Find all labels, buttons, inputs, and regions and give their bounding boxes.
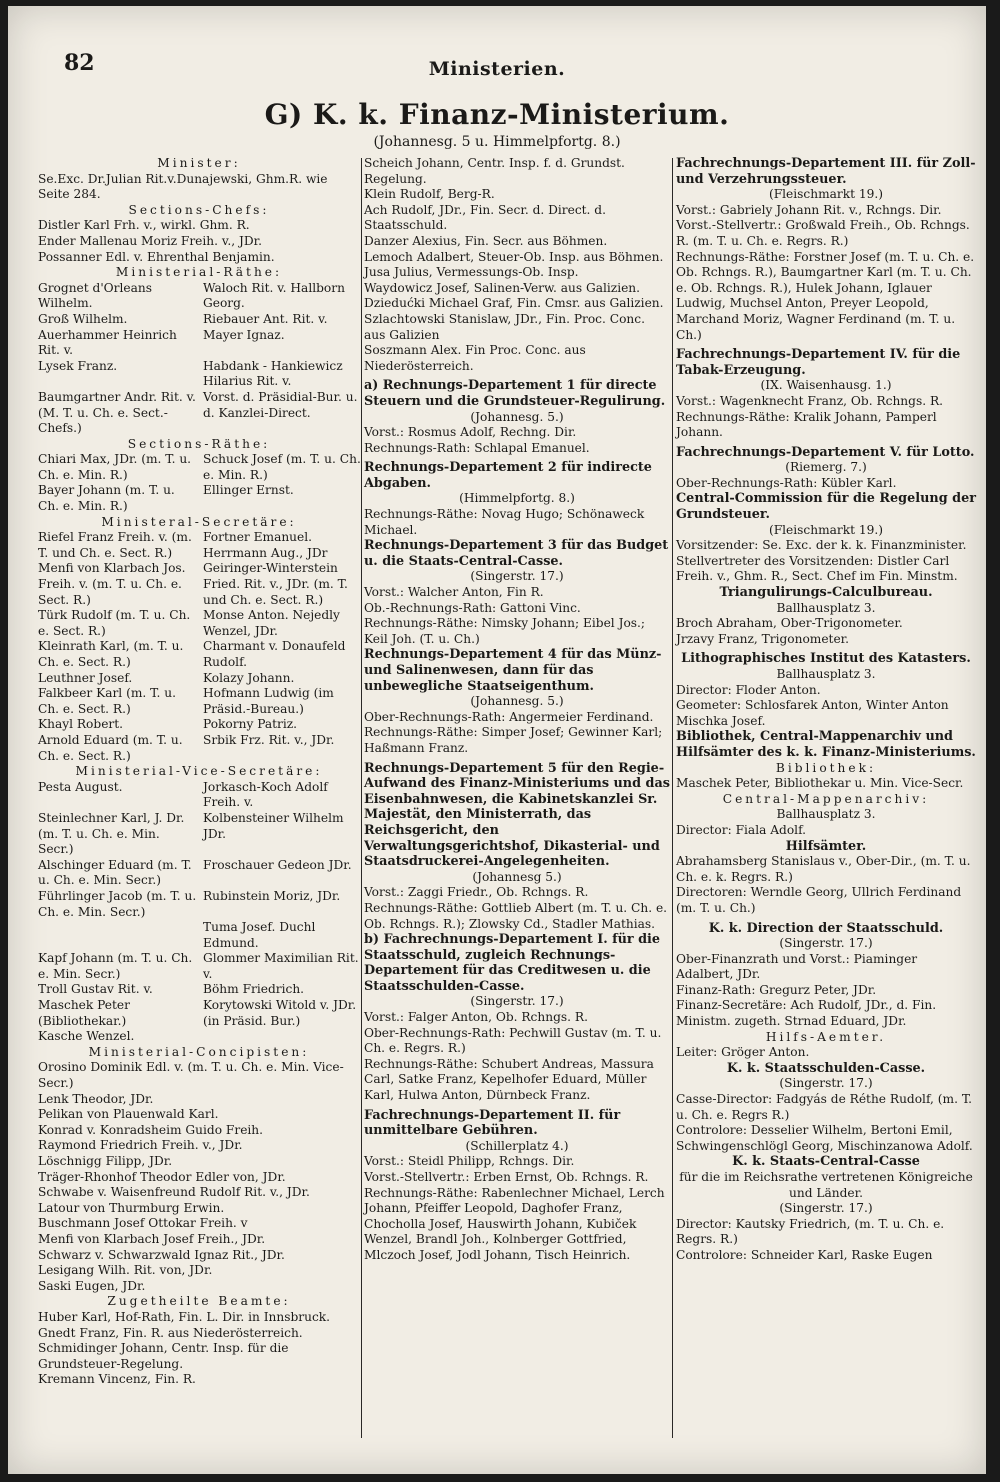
department-address: Ballhausplatz 3. bbox=[776, 667, 876, 681]
entry: Lenk Theodor, JDr. bbox=[38, 1091, 154, 1106]
entry: Pelikan von Plauenwald Karl. bbox=[38, 1107, 219, 1122]
entry: Arnold Eduard (m. T. u. Ch. e. Sect. R.) bbox=[38, 732, 183, 763]
entry: Lesigang Wilh. Rit. von, JDr. bbox=[38, 1263, 213, 1278]
entry: Baumgartner Andr. Rit. v. (M. T. u. Ch. e. Sect.-Chefs.) bbox=[38, 389, 196, 436]
department-heading: Fachrechnungs-Departement III. für Zoll- und Verzehrungssteuer. bbox=[676, 156, 976, 187]
department-address: (Fleischmarkt 19.) bbox=[768, 522, 884, 537]
department-heading: b) Fachrechnungs-Departement I. für die Staatsschuld, zugleich Rechnungs-Departement für das Creditwesen u. die Staatsschulden-Casse. bbox=[364, 932, 661, 994]
entry-pair bbox=[38, 733, 360, 764]
department-heading: a) Rechnungs-Departement 1 für directe Steuern und die Grundsteuer-Regulirung. bbox=[364, 378, 666, 409]
department-address: (Singerstr. 17.) bbox=[470, 569, 564, 584]
entry: Waydowicz Josef, Salinen-Verw. aus Galizien. bbox=[364, 280, 641, 295]
entry: Hofmann Ludwig (im Präsid.-Bureau.) bbox=[203, 686, 334, 716]
minister-entry: Se.Exc. Dr.Julian Rit.v.Dunajewski, Ghm.R. wie Seite 284. bbox=[38, 171, 328, 202]
entry: Schwabe v. Waisenfreund Rudolf Rit. v., JDr. bbox=[38, 1185, 310, 1200]
entry-pair bbox=[38, 982, 360, 998]
entry-pair bbox=[38, 920, 360, 951]
entry: Controlore: Desselier Wilhelm, Bertoni Emil, Schwingenschlögl Georg, Mischinzanowa Adolf. bbox=[676, 1123, 973, 1153]
entry: Träger-Rhonhof Theodor Edler von, JDr. bbox=[38, 1169, 286, 1184]
entry: Orosino Dominik Edl. v. (m. T. u. Ch. e. Min. Vice-Secr.) bbox=[38, 1060, 344, 1091]
entry: Danzer Alexius, Fin. Secr. aus Böhmen. bbox=[364, 233, 608, 248]
department-heading: Triangulirungs-Calculbureau. bbox=[719, 585, 933, 601]
department-address: (Singerstr. 17.) bbox=[779, 1201, 873, 1216]
department-heading: Hilfsämter. bbox=[785, 838, 867, 854]
entry: Geometer: Schlosfarek Anton, Winter Anton Mischka Josef. bbox=[676, 698, 949, 728]
subsection-heading: Central-Mappenarchiv: bbox=[722, 791, 930, 806]
entry-pair bbox=[38, 312, 360, 328]
entry: Saski Eugen, JDr. bbox=[38, 1278, 146, 1293]
entry: Tuma Josef. Duchl Edmund. bbox=[203, 920, 316, 950]
entry-pair bbox=[38, 858, 360, 889]
entry: Ach Rudolf, JDr., Fin. Secr. d. Direct. d. Staatsschuld. bbox=[364, 202, 606, 233]
entry-pair bbox=[38, 483, 360, 514]
department-heading: Rechnungs-Departement 2 für indirecte Abgaben. bbox=[364, 460, 652, 491]
entry: Löschnigg Filipp, JDr. bbox=[38, 1154, 173, 1168]
entry: Ober-Rechnungs-Rath: Kübler Karl. bbox=[676, 475, 897, 490]
entry: Raymond Friedrich Freih. v., JDr. bbox=[38, 1138, 243, 1153]
entry: Grognet d'Orleans Wilhelm. bbox=[38, 280, 152, 311]
entry: Ellinger Ernst. bbox=[203, 483, 294, 498]
entry: Vorst. d. Präsidial-Bur. u. d. Kanzlei-Direct. bbox=[203, 389, 358, 420]
department-heading: Fachrechnungs-Departement IV. für die Tabak-Erzeugung. bbox=[676, 347, 961, 378]
entry: Glommer Maximilian Rit. v. bbox=[203, 951, 359, 981]
entry: Jusa Julius, Vermessungs-Ob. Insp. bbox=[364, 265, 579, 280]
entry: Rechnungs-Räthe: Schubert Andreas, Massura Carl, Satke Franz, Kepelhofer Eduard, Müller Karl, Hulwa Anton, Dürnbeck Franz. bbox=[364, 1056, 654, 1103]
column-1 bbox=[38, 156, 360, 1388]
entry: Director: Kautsky Friedrich, (m. T. u. Ch. e. Regrs. R.) bbox=[676, 1216, 945, 1247]
entry: Menfi von Klarbach Jos. Freih. v. (m. T. u. Ch. e. Sect. R.) bbox=[38, 561, 186, 607]
section-heading: Minister: bbox=[157, 156, 241, 170]
entry: Fortner Emanuel. Herrmann Aug., JDr bbox=[203, 530, 328, 560]
entry: Kolbensteiner Wilhelm JDr. bbox=[203, 810, 344, 841]
entry: Directoren: Werndle Georg, Ullrich Ferdinand (m. T. u. Ch.) bbox=[676, 885, 962, 915]
entry: Riefel Franz Freih. v. (m. T. und Ch. e. Sect. R.) bbox=[38, 530, 192, 560]
entry: Rechnungs-Räthe: Nimsky Johann; Eibel Jos.; Keil Joh. (T. u. Ch.) bbox=[364, 616, 646, 646]
department-address: (Singerstr. 17.) bbox=[470, 994, 564, 1009]
department-address: (Johannesg. 5.) bbox=[470, 409, 564, 424]
entry: Froschauer Gedeon JDr. bbox=[203, 857, 352, 872]
entry-pair bbox=[38, 281, 360, 312]
entry: Rechnungs-Rath: Schlapal Emanuel. bbox=[364, 440, 590, 455]
department-heading: K. k. Staats-Central-Casse bbox=[732, 1154, 920, 1170]
entry: Chiari Max, JDr. (m. T. u. Ch. e. Min. R.) bbox=[38, 452, 192, 482]
entry: Vorst.-Stellvertr.: Großwald Freih., Ob. Rchngs. R. (m. T. u. Ch. e. Regrs. R.) bbox=[676, 218, 970, 248]
department-heading: Rechnungs-Departement 5 für den Regie-Aufwand des Finanz-Ministeriums und das Eisenbahnwesen, die Kabinetskanzlei Sr. Majestät, den Ministerrath, das Reichsgericht, den Verwaltungsgerichtshof, Dikasterial- und Staatsdruckerei-Angelegenheiten. bbox=[364, 760, 670, 870]
column-3 bbox=[676, 156, 976, 1264]
entry: Ober-Finanzrath und Vorst.: Piaminger Adalbert, JDr. bbox=[676, 951, 918, 982]
entry: Controlore: Schneider Karl, Raske Eugen bbox=[676, 1247, 933, 1262]
entry: Leuthner Josef. bbox=[38, 670, 133, 685]
entry: Groß Wilhelm. bbox=[38, 311, 128, 326]
entry: Kolazy Johann. bbox=[203, 670, 295, 685]
entry-pair bbox=[38, 639, 360, 670]
page-title: G) K. k. Finanz-Ministerium. bbox=[264, 98, 730, 131]
entry-pair bbox=[38, 686, 360, 717]
entry: Scheich Johann, Centr. Insp. f. d. Grundst. Regelung. bbox=[364, 156, 625, 186]
entry-pair bbox=[38, 1029, 360, 1045]
entry: Vorst.: Zaggi Friedr., Ob. Rchngs. R. bbox=[364, 885, 589, 900]
entry: Director: Fiala Adolf. bbox=[676, 822, 807, 837]
entry: Casse-Director: Fadgyás de Réthe Rudolf, (m. T. u. Ch. e. Regrs R.) bbox=[676, 1092, 973, 1122]
entry: Alschinger Eduard (m. T. u. Ch. e. Min. Secr.) bbox=[38, 857, 192, 888]
entry: Führlinger Jacob (m. T. u. Ch. e. Min. Secr.) bbox=[38, 888, 197, 919]
entry: Maschek Peter (Bibliothekar.) bbox=[38, 998, 130, 1028]
entry: Finanz-Rath: Gregurz Peter, JDr. bbox=[676, 982, 877, 997]
entry-pair bbox=[38, 561, 360, 608]
entry: Srbik Frz. Rit. v., JDr. bbox=[203, 732, 335, 747]
entry-pair bbox=[38, 328, 360, 359]
entry: Jorkasch-Koch Adolf Freih. v. bbox=[203, 779, 328, 810]
entry: Vorsitzender: Se. Exc. der k. k. Finanzminister. bbox=[676, 538, 967, 553]
entry: Auerhammer Heinrich Rit. v. bbox=[38, 327, 177, 358]
entry: Geiringer-Winterstein Fried. Rit. v., JDr. (m. T. und Ch. e. Sect. R.) bbox=[203, 561, 348, 607]
department-address: (Singerstr. 17.) bbox=[779, 936, 873, 951]
document-page bbox=[8, 6, 986, 1474]
entry: Pesta August. bbox=[38, 779, 123, 794]
entry: Konrad v. Konradsheim Guido Freih. bbox=[38, 1122, 264, 1137]
entry-pair bbox=[38, 530, 360, 561]
department-heading: Central-Commission für die Regelung der Grundsteuer. bbox=[676, 491, 976, 523]
entry: Schwarz v. Schwarzwald Ignaz Rit., JDr. bbox=[38, 1247, 285, 1262]
section-heading: Ministeral-Secretäre: bbox=[101, 514, 297, 529]
entry: Klein Rudolf, Berg-R. bbox=[364, 187, 495, 202]
department-heading: Rechnungs-Departement 4 für das Münz- und Salinenwesen, dann für das unbewegliche Staatseigenthum. bbox=[364, 647, 662, 694]
entry: Rechnungs-Räthe: Simper Josef; Gewinner Karl; Haßmann Franz. bbox=[364, 725, 663, 755]
entry: Distler Karl Frh. v., wirkl. Ghm. R. bbox=[38, 218, 250, 233]
section-heading: Sections-Räthe: bbox=[127, 436, 271, 451]
entry: Buschmann Josef Ottokar Freih. v bbox=[38, 1216, 248, 1231]
entry: Kleinrath Karl, (m. T. u. Ch. e. Sect. R.) bbox=[38, 639, 184, 669]
entry: Broch Abraham, Ober-Trigonometer. bbox=[676, 616, 903, 631]
column-2 bbox=[364, 156, 670, 1264]
entry: Ober-Rechnungs-Rath: Pechwill Gustav (m. T. u. Ch. e. Regrs. R.) bbox=[364, 1025, 662, 1056]
entry: Vorst.: Falger Anton, Ob. Rchngs. R. bbox=[364, 1010, 588, 1025]
entry: Dziedućki Michael Graf, Fin. Cmsr. aus Galizien. bbox=[364, 296, 664, 311]
entry-pair bbox=[38, 811, 360, 858]
entry-pair bbox=[38, 608, 360, 639]
subsection-heading: Bibliothek: bbox=[775, 760, 877, 775]
entry: Latour von Thurmburg Erwin. bbox=[38, 1200, 225, 1215]
entry-pair bbox=[38, 780, 360, 811]
entry: Falkbeer Karl (m. T. u. Ch. e. Sect. R.) bbox=[38, 686, 176, 716]
entry bbox=[38, 920, 199, 951]
department-address: (Himmelpfortg. 8.) bbox=[459, 491, 575, 506]
entry: Charmant v. Donaufeld Rudolf. bbox=[203, 639, 346, 669]
entry bbox=[203, 1029, 364, 1045]
department-heading: K. k. Direction der Staatsschuld. bbox=[708, 920, 944, 936]
entry: Kasche Wenzel. bbox=[38, 1029, 135, 1044]
entry: Türk Rudolf (m. T. u. Ch. e. Sect. R.) bbox=[38, 608, 191, 638]
entry: Troll Gustav Rit. v. bbox=[38, 982, 153, 997]
entry: Monse Anton. Nejedly Wenzel, JDr. bbox=[203, 608, 340, 638]
entry: Habdank - Hankiewicz Hilarius Rit. v. bbox=[203, 358, 343, 389]
entry: Possanner Edl. v. Ehrenthal Benjamin. bbox=[38, 249, 275, 264]
column-divider bbox=[672, 158, 673, 1438]
department-heading: Rechnungs-Departement 3 für das Budget u. die Staats-Central-Casse. bbox=[364, 538, 669, 569]
entry: Lemoch Adalbert, Steuer-Ob. Insp. aus Böhmen. bbox=[364, 249, 664, 264]
department-address: (Schillerplatz 4.) bbox=[465, 1138, 569, 1153]
entry: Ender Mallenau Moriz Freih. v., JDr. bbox=[38, 233, 262, 248]
ministry-address: (Johannesg. 5 u. Himmelpfortg. 8.) bbox=[373, 134, 621, 150]
department-address: (Johannesg. 5.) bbox=[470, 694, 564, 709]
department-address: (Johannesg 5.) bbox=[472, 869, 562, 884]
entry: Rechnungs-Räthe: Rabenlechner Michael, Lerch Johann, Pfeiffer Leopold, Daghofer Franz, Chocholla Josef, Hauswirth Johann, Kubiček Wenzel, Brandl Joh., Kolnberger Gottfried, Mlczoch Josef, Jodl Johann, Tisch Heinrich. bbox=[364, 1185, 665, 1262]
entry: Vorst.: Rosmus Adolf, Rechng. Dir. bbox=[364, 425, 577, 440]
entry: Vorst.: Gabriely Johann Rit. v., Rchngs. Dir. bbox=[676, 202, 942, 217]
entry: Riebauer Ant. Rit. v. bbox=[203, 311, 328, 326]
department-address: (Singerstr. 17.) bbox=[779, 1076, 873, 1091]
entry: Vorst.-Stellvertr.: Erben Ernst, Ob. Rchngs. R. bbox=[364, 1170, 649, 1184]
entry: Bayer Johann (m. T. u. Ch. e. Min. R.) bbox=[38, 483, 175, 514]
entry: Abrahamsberg Stanislaus v., Ober-Dir., (m. T. u. Ch. e. k. Regrs. R.) bbox=[676, 854, 971, 884]
entry: Huber Karl, Hof-Rath, Fin. L. Dir. in Innsbruck. bbox=[38, 1309, 331, 1324]
section-heading: Ministerial-Concipisten: bbox=[88, 1044, 310, 1059]
entry: Maschek Peter, Bibliothekar u. Min. Vice-Secr. bbox=[676, 776, 964, 791]
entry: Korytowski Witold v. JDr. (in Präsid. Bur.) bbox=[203, 998, 357, 1028]
department-subtitle: für die im Reichsrathe vertretenen Königreiche und Länder. bbox=[679, 1170, 973, 1200]
entry-pair bbox=[38, 452, 360, 483]
entry: Vorst.: Walcher Anton, Fin R. bbox=[364, 585, 544, 600]
department-heading: Lithographisches Institut des Katasters. bbox=[681, 651, 971, 667]
department-heading: Bibliothek, Central-Mappenarchiv und Hilfsämter des k. k. Finanz-Ministeriums. bbox=[676, 729, 976, 760]
entry: Waloch Rit. v. Hallborn Georg. bbox=[203, 280, 345, 311]
entry: Jrzavy Franz, Trigonometer. bbox=[676, 631, 850, 646]
entry: Kremann Vincenz, Fin. R. bbox=[38, 1372, 196, 1387]
entry: Rubinstein Moriz, JDr. bbox=[203, 888, 341, 903]
subsection-heading: Hilfs-Aemter. bbox=[765, 1029, 887, 1044]
entry: Vorst.: Steidl Philipp, Rchngs. Dir. bbox=[364, 1154, 575, 1169]
section-heading: Ministerial-Vice-Secretäre: bbox=[75, 764, 323, 779]
department-address: (Riemerg. 7.) bbox=[785, 460, 867, 475]
entry-pair bbox=[38, 951, 360, 982]
entry: Schuck Josef (m. T. u. Ch. e. Min. R.) bbox=[203, 452, 361, 482]
department-address: Ballhausplatz 3. bbox=[776, 600, 876, 615]
entry: Leiter: Gröger Anton. bbox=[676, 1045, 810, 1060]
entry-pair bbox=[38, 889, 360, 920]
entry: Böhm Friedrich. bbox=[203, 982, 305, 997]
entry: Director: Floder Anton. bbox=[676, 682, 821, 697]
entry: Menfi von Klarbach Josef Freih., JDr. bbox=[38, 1231, 266, 1246]
entry: Steinlechner Karl, J. Dr. (m. T. u. Ch. e. Min. Secr.) bbox=[38, 810, 185, 857]
department-address: Ballhausplatz 3. bbox=[776, 807, 876, 822]
department-heading: Fachrechnungs-Departement V. für Lotto. bbox=[676, 444, 975, 460]
entry: Szlachtowski Stanislaw, JDr., Fin. Proc. Conc. aus Galizien bbox=[364, 311, 645, 342]
department-address: (Fleischmarkt 19.) bbox=[768, 187, 884, 202]
entry-pair bbox=[38, 671, 360, 687]
entry: Lysek Franz. bbox=[38, 358, 118, 373]
entry-pair bbox=[38, 717, 360, 733]
entry: Rechnungs-Räthe: Novag Hugo; Schönaweck Michael. bbox=[364, 507, 645, 537]
department-heading: Fachrechnungs-Departement II. für unmittelbare Gebühren. bbox=[364, 1107, 621, 1139]
entry: Mayer Ignaz. bbox=[203, 327, 285, 342]
entry: Khayl Robert. bbox=[38, 717, 124, 732]
entry: Gnedt Franz, Fin. R. aus Niederösterreich. bbox=[38, 1325, 303, 1340]
entry: Vorst.: Wagenknecht Franz, Ob. Rchngs. R. bbox=[676, 393, 944, 408]
entry: Kapf Johann (m. T. u. Ch. e. Min. Secr.) bbox=[38, 951, 193, 981]
entry: Ob.-Rechnungs-Rath: Gattoni Vinc. bbox=[364, 600, 581, 615]
entry-pair bbox=[38, 359, 360, 390]
section-heading: Zugetheilte Beamte: bbox=[107, 1294, 291, 1309]
entry-pair bbox=[38, 390, 360, 437]
entry: Rechnungs-Räthe: Gottlieb Albert (m. T. u. Ch. e. Ob. Rchngs. R.); Zlowsky Cd., Stadler Mathias. bbox=[364, 900, 668, 931]
entry: Ober-Rechnungs-Rath: Angermeier Ferdinand. bbox=[364, 709, 654, 724]
entry: Rechnungs-Räthe: Forstner Josef (m. T. u. Ch. e. Ob. Rchngs. R.), Baumgartner Karl (m. T. u. Ch. e. Ob. Rchngs. R.), Hulek Johann, Iglauer Ludwig, Muchsel Anton, Preyer Leopold, Marchand Moriz, Wagner Ferdinand (m. T. u. Ch.) bbox=[676, 249, 975, 342]
department-address: (IX. Waisenhausg. 1.) bbox=[760, 378, 892, 393]
section-heading: Ministerial-Räthe: bbox=[115, 265, 283, 280]
entry: Finanz-Secretäre: Ach Rudolf, JDr., d. Fin. Ministm. zugeth. Strnad Eduard, JDr. bbox=[676, 998, 937, 1029]
page-number: 82 bbox=[64, 50, 95, 76]
running-head: Ministerien. bbox=[428, 58, 566, 80]
entry: Schmidinger Johann, Centr. Insp. für die Grundsteuer-Regelung. bbox=[38, 1341, 289, 1371]
entry-pair bbox=[38, 998, 360, 1029]
entry: Rechnungs-Räthe: Kralik Johann, Pamperl Johann. bbox=[676, 409, 937, 440]
section-heading: Sections-Chefs: bbox=[128, 202, 270, 217]
entry: Soszmann Alex. Fin Proc. Conc. aus Niederösterreich. bbox=[364, 343, 586, 373]
entry: Stellvertreter des Vorsitzenden: Distler Carl Freih. v., Ghm. R., Sect. Chef im Fin. Minstm. bbox=[676, 553, 958, 584]
department-heading: K. k. Staatsschulden-Casse. bbox=[726, 1060, 926, 1076]
entry: Pokorny Patriz. bbox=[203, 717, 298, 732]
